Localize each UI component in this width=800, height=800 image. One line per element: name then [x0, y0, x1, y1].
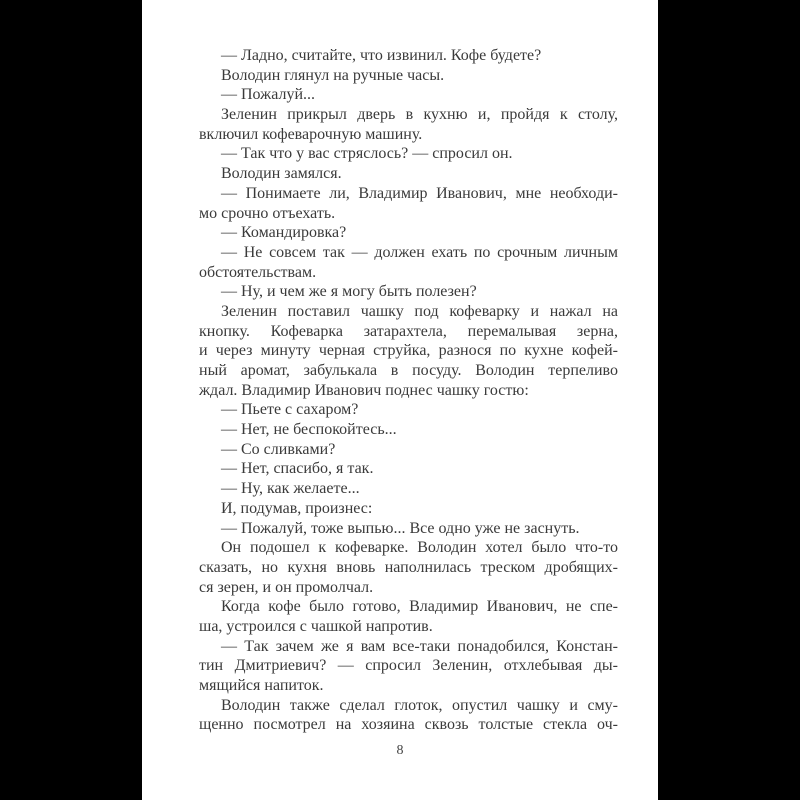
text-line: — Пожалуй, тоже выпью... Все одно уже не заснуть. [221, 519, 580, 537]
text-line: Володин глянул на ручные часы. [221, 66, 445, 84]
text-line: ный аромат, забулькала в посуду. Володин терпеливо [199, 362, 618, 379]
text-line: Когда кофе было готово, Владимир Иванович, не спе- [221, 598, 618, 616]
text-line: И, подумав, произнес: [221, 499, 373, 517]
text-line: обстоятельствам. [199, 263, 317, 281]
text-line: и через минуту черная струйка, разнося по кухне кофей- [199, 342, 618, 360]
page-text [199, 46, 618, 735]
text-line: — Так что у вас стряслось? — спросил он. [221, 145, 513, 163]
text-line: мо срочно отъехать. [199, 204, 336, 222]
text-line: сказать, но кухня вновь наполнилась треском дробящих- [199, 558, 618, 576]
text-line: мящийся напиток. [199, 677, 324, 694]
text-line: — Нет, спасибо, я так. [221, 460, 374, 478]
text-line: — Понимаете ли, Владимир Иванович, мне необходи- [221, 184, 618, 202]
text-line: — Ну, как желаете... [221, 480, 360, 498]
text-line: Он подошел к кофеварке. Володин хотел было что-то [221, 539, 618, 557]
text-line: — Пожалуй... [221, 86, 315, 104]
text-line: — Ну, и чем же я могу быть полезен? [221, 283, 477, 301]
text-line: кнопку. Кофеварка затарахтела, перемалывая зерна, [199, 322, 618, 340]
text-line: ждал. Владимир Иванович поднес чашку гостю: [199, 381, 529, 399]
text-line: — Пьете с сахаром? [221, 401, 359, 419]
text-line: Володин также сделал глоток, опустил чашку и сму- [221, 696, 618, 714]
text-line: Володин замялся. [221, 165, 342, 183]
text-line: щенно посмотрел на хозяина сквозь толстые стекла оч- [199, 716, 618, 734]
text-line: тин Дмитриевич? — спросил Зеленин, отхлебывая ды- [199, 657, 618, 675]
text-line: Зеленин прикрыл дверь в кухню и, пройдя к столу, [221, 106, 618, 124]
text-line: — Со сливками? [221, 440, 336, 458]
text-line: — Ладно, считайте, что извинил. Кофе будете? [221, 47, 542, 64]
text-line: — Не совсем так — должен ехать по срочным личным [221, 243, 618, 261]
text-line: ся зерен, и он промолчал. [199, 578, 374, 596]
text-line: включил кофеварочную машину. [199, 125, 423, 143]
text-line: ша, устроился с чашкой напротив. [199, 617, 433, 635]
text-line: Зеленин поставил чашку под кофеварку и нажал на [221, 302, 618, 320]
text-line: — Командировка? [221, 224, 347, 242]
text-line: — Нет, не беспокойтесь... [221, 421, 397, 439]
text-line: — Так зачем же я вам все-таки понадобился, Констан- [221, 637, 618, 655]
book-page [142, 0, 658, 800]
page-number: 8 [396, 743, 404, 758]
